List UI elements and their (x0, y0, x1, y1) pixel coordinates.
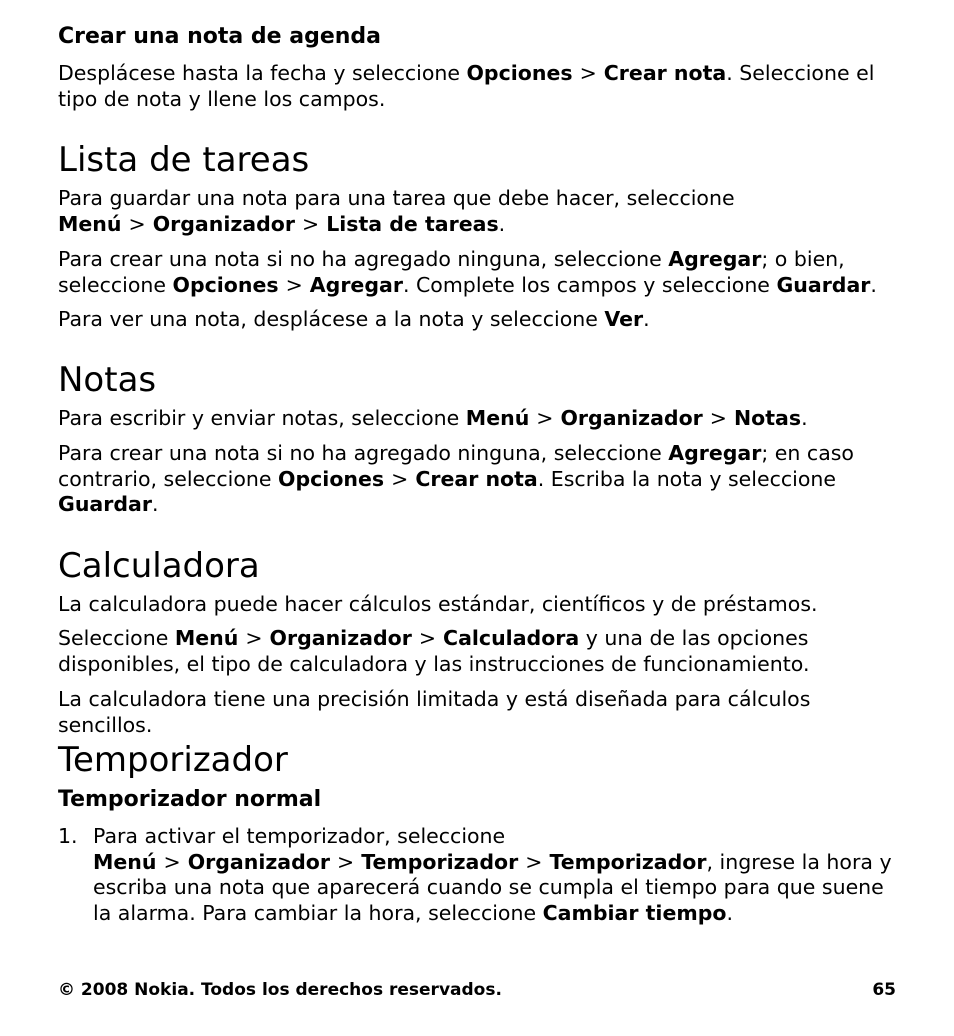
list-item (58, 824, 903, 928)
section-heading-crear-nota: Crear una nota de agenda (58, 24, 381, 49)
page-footer (58, 979, 896, 1001)
paragraph-crear-nota: Desplácese hasta la fecha y seleccione Opciones > Crear nota. Seleccione el tipo de nota y llene los campos. (58, 61, 875, 111)
paragraph-notas-1: Para escribir y enviar notas, seleccione Menú > Organizador > Notas. (58, 406, 808, 430)
section-title-notas: Notas (58, 360, 157, 400)
section-title-lista-tareas: Lista de tareas (58, 140, 310, 180)
list-item-text: Para activar el temporizador, seleccione Menú > Organizador > Temporizador > Temporizador, ingrese la hora y escriba una nota que aparecerá cuando se cumpla el tiempo para que suene la alarma. Para cambiar la hora, seleccione Cambiar tiempo. (93, 824, 892, 925)
paragraph-calculadora-3: La calculadora tiene una precisión limitada y está diseñada para cálculos sencillos. (58, 687, 811, 737)
paragraph-lista-tareas-2: Para crear una nota si no ha agregado ninguna, seleccione Agregar; o bien, seleccione Opciones > Agregar. Complete los campos y seleccione Guardar. (58, 247, 877, 297)
paragraph-lista-tareas-3: Para ver una nota, desplácese a la nota y seleccione Ver. (58, 307, 650, 331)
paragraph-calculadora-1: La calculadora puede hacer cálculos estándar, científicos y de préstamos. (58, 592, 818, 616)
section-heading-temporizador-normal: Temporizador normal (58, 787, 322, 812)
paragraph-notas-2: Para crear una nota si no ha agregado ninguna, seleccione Agregar; en caso contrario, seleccione Opciones > Crear nota. Escriba la nota y seleccione Guardar. (58, 441, 854, 516)
page-number: 65 (872, 980, 896, 1000)
section-title-temporizador: Temporizador (58, 740, 288, 780)
paragraph-calculadora-2: Seleccione Menú > Organizador > Calculadora y una de las opciones disponibles, el tipo de calculadora y las instrucciones de funcionamiento. (58, 626, 810, 676)
section-title-calculadora: Calculadora (58, 546, 260, 586)
copyright-text: © 2008 Nokia. Todos los derechos reservados. (58, 980, 502, 1000)
paragraph-lista-tareas-1: Para guardar una nota para una tarea que debe hacer, seleccione Menú > Organizador > Lista de tareas. (58, 186, 735, 236)
list-item-number: 1. (58, 824, 78, 848)
